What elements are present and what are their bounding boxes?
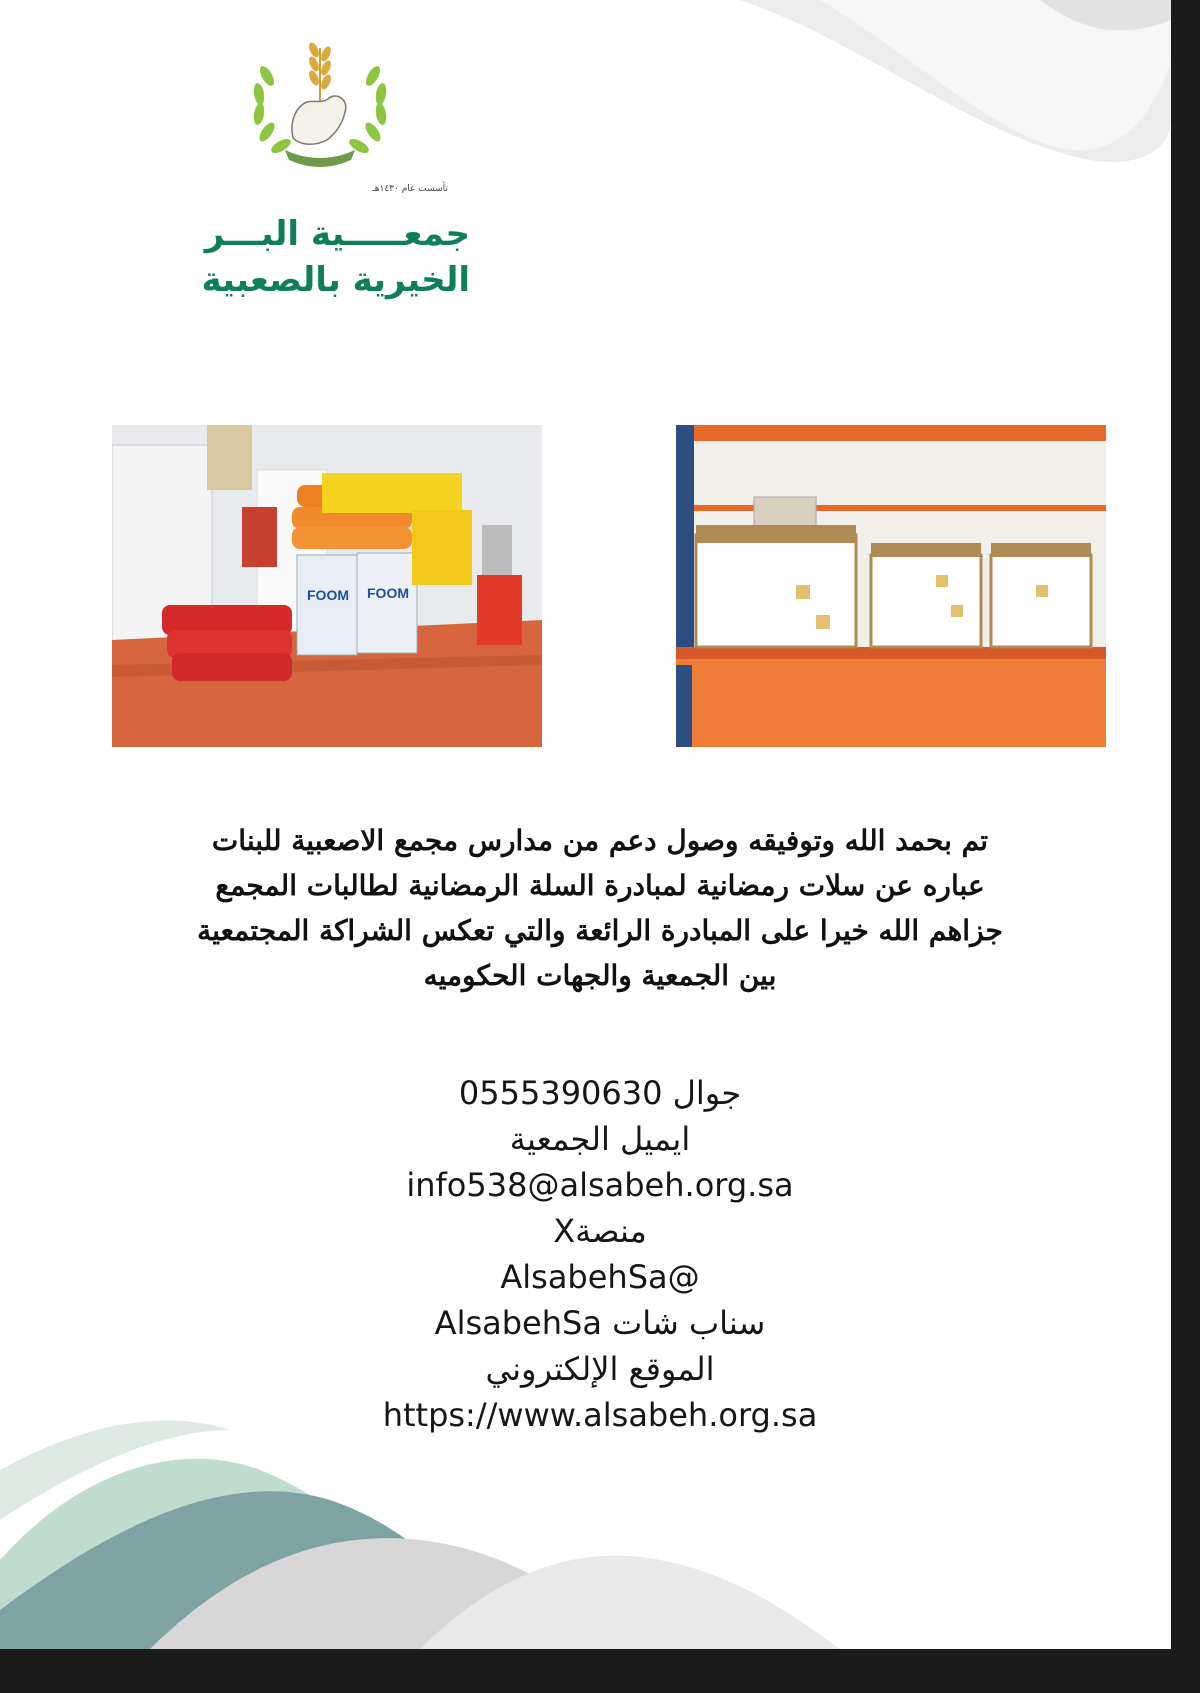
page-frame-right [1171, 0, 1200, 1693]
svg-text:FOOM: FOOM [367, 585, 409, 601]
announcement-text [100, 818, 1100, 998]
x-platform-label: منصةX [553, 1212, 647, 1250]
snapchat-handle[interactable]: سناب شات AlsabehSa [434, 1304, 766, 1342]
announcement-line-2: عباره عن سلات رمضانية لمبادرة السلة الرمضانية لطالبات المجمع [215, 869, 985, 902]
email-label: ايميل الجمعية [509, 1120, 691, 1158]
x-handle[interactable]: AlsabehSa@ [500, 1258, 700, 1296]
packed-boxes-photo [676, 425, 1106, 747]
organization-name-line1: جمعـــــية البـــر [204, 214, 470, 254]
established-year: تأسست عام ١٤٣٠هـ [372, 184, 448, 194]
phone-number: جوال 0555390630 [458, 1074, 742, 1112]
svg-text:FOOM: FOOM [307, 587, 349, 603]
announcement-line-1: تم بحمد الله وتوفيقه وصول دعم من مدارس مجمع الاصعبية للبنات [211, 824, 989, 857]
email-link[interactable]: info538@alsabeh.org.sa [406, 1166, 794, 1204]
announcement-line-3: جزاهم الله خيرا على المبادرة الرائعة والتي تعكس الشراكة المجتمعية [197, 914, 1003, 947]
website-label: الموقع الإلكتروني [485, 1350, 715, 1388]
announcement-line-4: بين الجمعية والجهات الحكوميه [423, 959, 777, 992]
website-link[interactable]: https://www.alsabeh.org.sa [382, 1396, 818, 1434]
organization-name-line2: الخيرية بالصعبية [201, 260, 470, 300]
food-basket-photo [112, 425, 542, 747]
organization-logo [160, 28, 480, 300]
packed-boxes-on-shelf-photo-icon [676, 425, 1106, 747]
wheat-hand-laurel-emblem-icon [245, 28, 395, 178]
food-basket-items-photo-icon [112, 425, 542, 747]
organization-name [160, 211, 470, 303]
page-frame-bottom [0, 1649, 1200, 1693]
contact-info [300, 1070, 900, 1438]
